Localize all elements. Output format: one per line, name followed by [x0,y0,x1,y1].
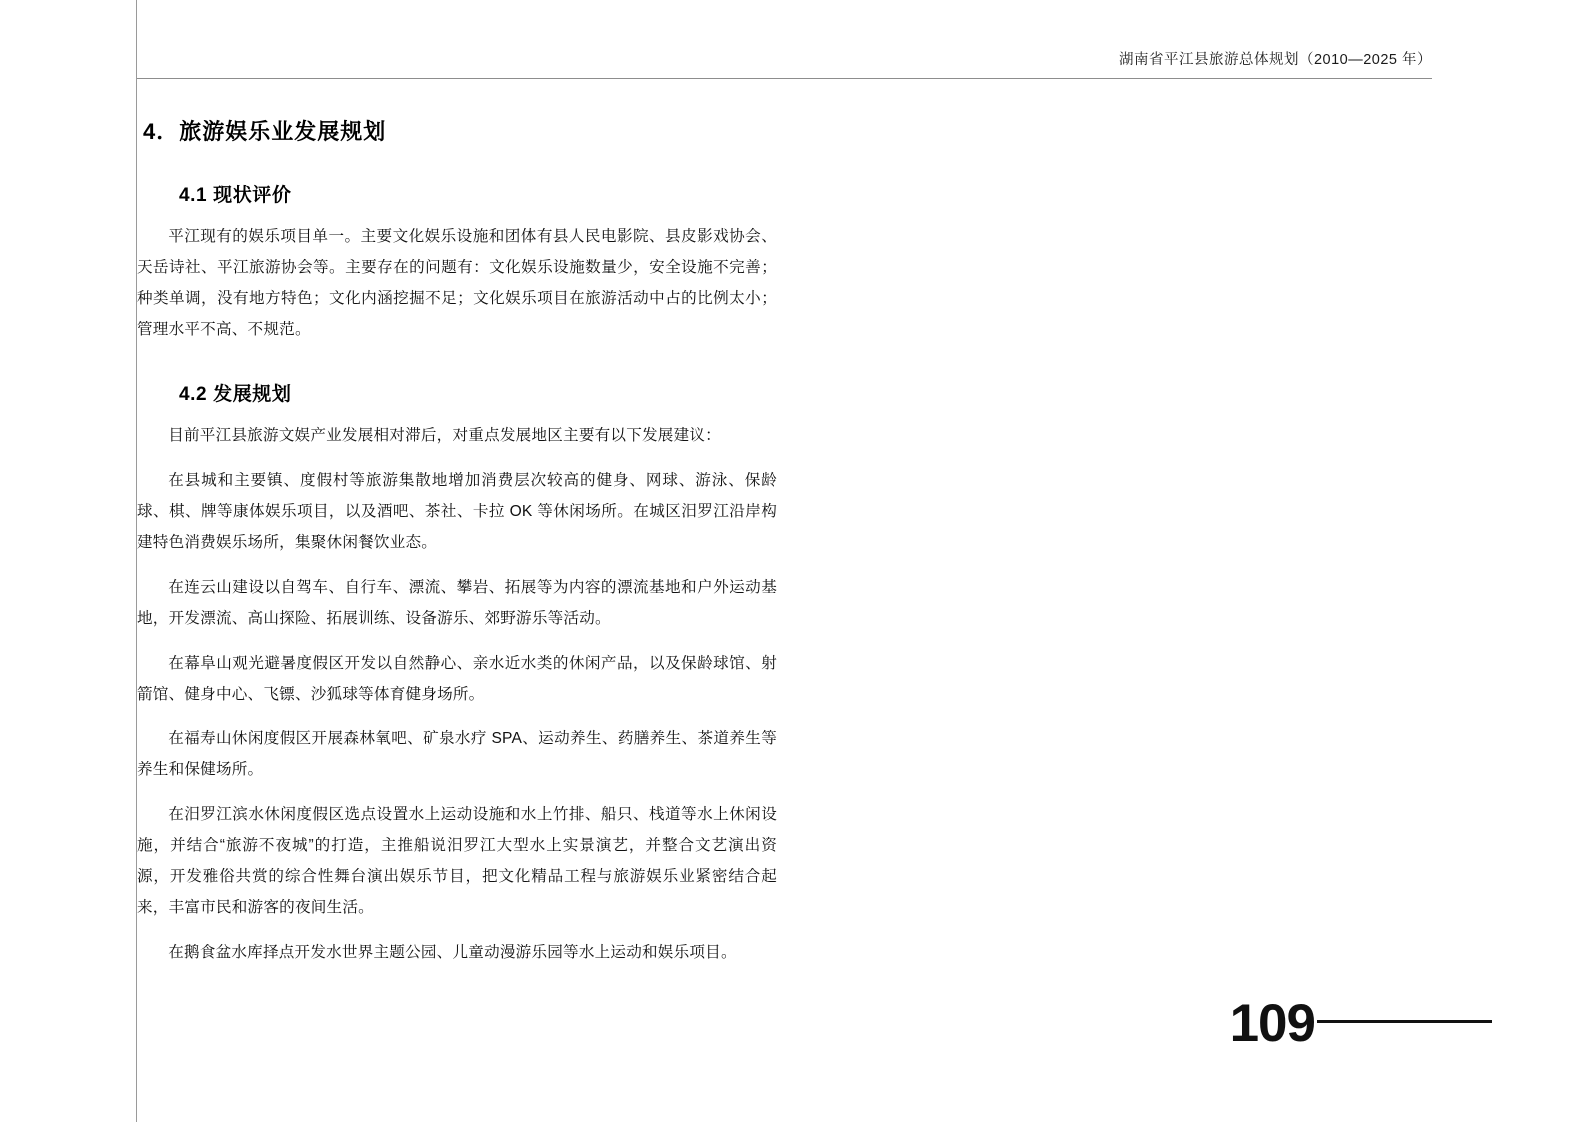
subsection-heading-4-2: 4.2 发展规划 [179,383,292,405]
paragraph: 平江现有的娱乐项目单一。主要文化娱乐设施和团体有县人民电影院、县皮影戏协会、天岳诗社、平江旅游协会等。主要存在的问题有：文化娱乐设施数量少，安全设施不完善；种类单调，没有地方特色；文化内涵挖掘不足；文化娱乐项目在旅游活动中占的比例太小；管理水平不高、不规范。 [137,228,777,338]
paragraph: 目前平江县旅游文娱产业发展相对滞后，对重点发展地区主要有以下发展建议： [168,427,721,445]
running-header-title: 湖南省平江县旅游总体规划（2010—2025 年） [1118,52,1432,68]
subsection-4-2-paragraphs [137,421,777,968]
page-number: 109 [1229,994,1315,1053]
subsection-4-1-paragraphs [137,222,777,346]
header-divider [137,78,1432,79]
page-number-rule [1317,1020,1492,1023]
document-body [137,118,777,983]
page-header [137,48,1432,88]
paragraph: 在连云山建设以自驾车、自行车、漂流、攀岩、拓展等为内容的漂流基地和户外运动基地，开发漂流、高山探险、拓展训练、设备游乐、郊野游乐等活动。 [137,578,777,627]
paragraph: 在福寿山休闲度假区开展森林氧吧、矿泉水疗 SPA、运动养生、药膳养生、茶道养生等养生和保健场所。 [137,730,777,779]
page-footer [1229,994,1492,1053]
paragraph: 在汨罗江滨水休闲度假区选点设置水上运动设施和水上竹排、船只、栈道等水上休闲设施，并结合“旅游不夜城”的打造，主推船说汨罗江大型水上实景演艺，并整合文艺演出资源，开发雅俗共赏的综合性舞台演出娱乐节目，把文化精品工程与旅游娱乐业紧密结合起来，丰富市民和游客的夜间生活。 [137,806,777,916]
paragraph: 在幕阜山观光避暑度假区开发以自然静心、亲水近水类的休闲产品，以及保龄球馆、射箭馆、健身中心、飞镖、沙狐球等体育健身场所。 [137,654,777,703]
paragraph: 在县城和主要镇、度假村等旅游集散地增加消费层次较高的健身、网球、游泳、保龄球、棋、牌等康体娱乐项目，以及酒吧、茶社、卡拉 OK 等休闲场所。在城区汨罗江沿岸构建特色消费娱乐场所，集聚休闲餐饮业态。 [137,472,777,551]
section-heading: 4．旅游娱乐业发展规划 [143,119,387,144]
paragraph: 在鹅食盆水库择点开发水世界主题公园、儿童动漫游乐园等水上运动和娱乐项目。 [168,943,737,961]
subsection-heading-4-1: 4.1 现状评价 [179,184,292,206]
